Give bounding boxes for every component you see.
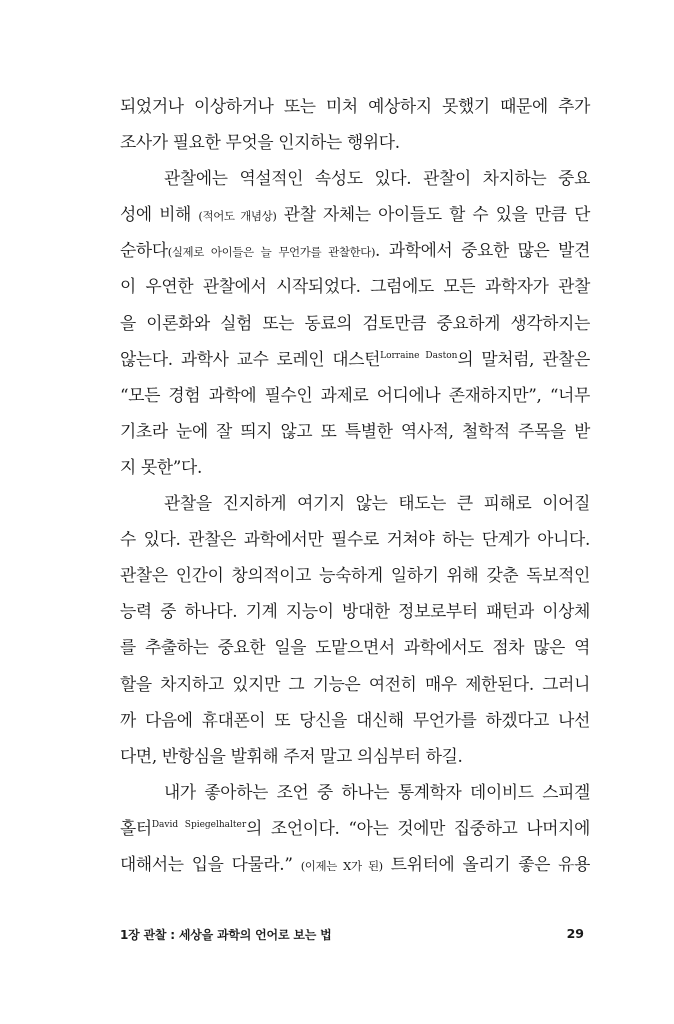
text-line: 할을 차지하고 있지만 그 기능은 여전히 매우 제한된다. 그러니 (120, 673, 590, 694)
text-line (120, 341, 590, 377)
text-segment: 성에 비해 (120, 204, 199, 225)
text-line (120, 810, 590, 846)
text-line: 이 우연한 관찰에서 시작되었다. 그럼에도 모든 과학자가 관찰 (120, 276, 590, 297)
text-segment: 의 말처럼, 관찰은 (457, 348, 590, 369)
text-segment: 관찰 자체는 아이들도 할 수 있을 만큼 단 (276, 204, 591, 225)
small-note: (실제로 아이들은 늘 무언가를 관찰한다) (167, 245, 376, 260)
text-line: 를 추출하는 중요한 일을 도맡으면서 과학에서도 점차 많은 역 (120, 637, 590, 658)
text-line: 까 다음에 휴대폰이 또 당신을 대신해 무언가를 하겠다고 나선 (120, 709, 590, 730)
text-line (120, 196, 590, 232)
text-segment: 순하다 (120, 240, 168, 261)
text-line: 다면, 반항심을 발휘해 주저 말고 의심부터 하길. (120, 745, 463, 766)
text-line: 조사가 필요한 무엇을 인지하는 행위다. (120, 132, 400, 153)
text-line: 수 있다. 관찰은 과학에서만 필수로 거쳐야 하는 단계가 아니다. (120, 529, 590, 550)
text-line: 기초라 눈에 잘 띄지 않고 또 특별한 역사적, 철학적 주목을 받 (120, 420, 590, 441)
body-text (120, 88, 590, 882)
english-name-superscript: Lorraine Daston (380, 350, 458, 361)
paragraph-first-line: 내가 좋아하는 조언 중 하나는 통계학자 데이비드 스피겔 (164, 781, 590, 802)
english-name-superscript: David Spiegelhalter (151, 819, 247, 830)
small-note: (적어도 개념상) (198, 209, 277, 224)
text-line (120, 232, 590, 268)
text-segment: 의 조언이다. “아는 것에만 집중하고 나머지에 (246, 817, 590, 838)
text-line: 관찰은 인간이 창의적이고 능숙하게 일하기 위해 갖춘 독보적인 (120, 565, 590, 586)
running-chapter-title: 1장 관찰 : 세상을 과학의 언어로 보는 법 (120, 928, 332, 942)
text-line: “모든 경험 과학에 필수인 과제로 어디에나 존재하지만”, “너무 (120, 384, 590, 405)
text-segment: 트위터에 올리기 좋은 유용 (382, 853, 590, 874)
text-line (120, 846, 590, 882)
paragraph-first-line: 관찰에는 역설적인 속성도 있다. 관찰이 차지하는 중요 (164, 168, 590, 189)
paragraph-first-line: 관찰을 진지하게 여기지 않는 태도는 큰 피해로 이어질 (164, 493, 590, 514)
text-line: 되었거나 이상하거나 또는 미처 예상하지 못했기 때문에 추가 (120, 96, 590, 116)
text-segment: 대해서는 입을 다물라.” (120, 853, 301, 874)
text-line: 지 못한”다. (120, 456, 202, 477)
text-line: 을 이론화와 실험 또는 동료의 검토만큼 중요하게 생각하지는 (120, 312, 590, 333)
text-segment: 홀터 (120, 817, 152, 838)
page-footer (120, 926, 590, 946)
page-number: 29 (566, 926, 584, 941)
small-note: (이제는 X가 된) (300, 858, 383, 873)
text-segment: 않는다. 과학사 교수 로레인 대스턴 (120, 348, 381, 369)
text-segment: . 과학에서 중요한 많은 발견 (375, 240, 590, 261)
text-line: 능력 중 하나다. 기계 지능이 방대한 정보로부터 패턴과 이상체 (120, 601, 590, 622)
